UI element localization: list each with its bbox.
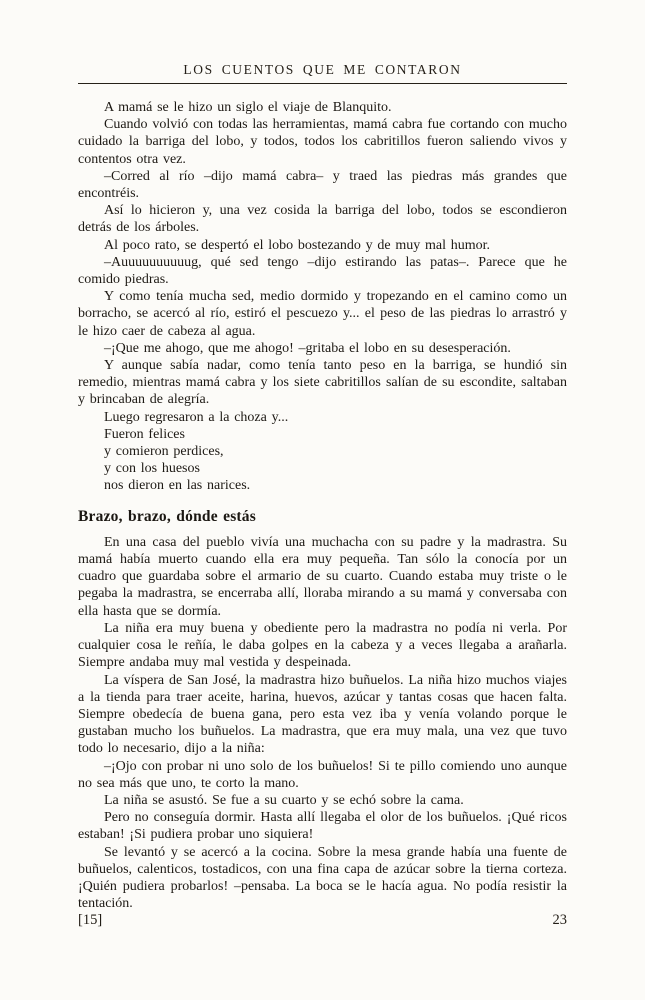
- verse-line: y comieron perdices,: [104, 444, 224, 460]
- story-paragraph: La niña se asustó. Se fue a su cuarto y se echó sobre la cama.: [104, 792, 464, 808]
- page-footer: [78, 912, 567, 929]
- story-title: Brazo, brazo, dónde estás: [78, 507, 256, 525]
- story-paragraph: Pero no conseguía dormir. Hasta allí llegaba el olor de los buñuelos. ¡Qué ricos estaban! ¡Si pudiera probar uno siquiera!: [78, 810, 567, 843]
- story-paragraph: En una casa del pueblo vivía una muchacha con su padre y la madrastra. Su mamá había muerto cuando ella era muy pequeña. Tan sólo la conocía por un cuadro que guardaba sobre el armario de su cuarto. Cuando estaba muy triste o le pegaba la madrastra, se encerraba allí, lloraba mirando a su mamá y conversaba con ella hasta que se dormía.: [78, 534, 567, 619]
- running-header-title: LOS CUENTOS QUE ME CONTARON: [78, 62, 567, 84]
- collection-number: [15]: [78, 912, 103, 928]
- verse-line: nos dieron en las narices.: [104, 478, 251, 494]
- story-paragraph: A mamá se le hizo un siglo el viaje de Blanquito.: [104, 100, 392, 115]
- story-paragraph: Así lo hicieron y, una vez cosida la barriga del lobo, todos se escondieron detrás de los árboles.: [78, 203, 567, 236]
- story-paragraph: –¡Que me ahogo, que me ahogo! –gritaba el lobo en su desesperación.: [104, 340, 511, 356]
- story-paragraph: –¡Ojo con probar ni uno solo de los buñuelos! Si te pillo comiendo uno aunque no sea más que uno, te corto la mano.: [78, 758, 567, 791]
- story-paragraph: Y aunque sabía nadar, como tenía tanto peso en la barriga, se hundió sin remedio, mientras mamá cabra y los siete cabritillos salían de su escondite, saltaban y brincaban de alegría.: [78, 358, 567, 408]
- page-header: [78, 62, 567, 84]
- story-paragraph: Se levantó y se acercó a la cocina. Sobre la mesa grande había una fuente de buñuelos, calenticos, tostadicos, con una fina capa de azúcar sobre la tierna corteza. ¡Quién pudiera probarlos! –pensaba. La boca se le hacía agua. No podía resistir la tentación.: [78, 844, 567, 912]
- story-paragraph: –Auuuuuuuuuug, qué sed tengo –dijo estirando las patas–. Parece que he comido piedras.: [78, 254, 567, 288]
- story-paragraph: Al poco rato, se despertó el lobo bostezando y de muy mal humor.: [104, 237, 491, 253]
- page-number: 23: [552, 912, 567, 928]
- story-paragraph: Y como tenía mucha sed, medio dormido y tropezando en el camino como un borracho, se acercó al río, estiró el pescuezo y... el peso de las piedras lo arrastró y le hizo caer de cabeza al agua.: [78, 289, 567, 339]
- verse-line: Fueron felices: [104, 426, 185, 442]
- story-paragraph: La niña era muy buena y obediente pero la madrastra no podía ni verla. Por cualquier cosa le reñía, le daba golpes en la cabeza y a veces llegaba a arañarla. Siempre andaba muy mal vestida y despeinada.: [78, 620, 567, 671]
- story-paragraph: Luego regresaron a la choza y...: [104, 409, 289, 425]
- story-paragraph: –Corred al río –dijo mamá cabra– y traed las piedras más grandes que encontréis.: [78, 168, 567, 202]
- verse-line: y con los huesos: [104, 461, 200, 477]
- story-paragraph: Cuando volvió con todas las herramientas, mamá cabra fue cortando con mucho cuidado la barriga del lobo, y todos, todos los cabritillos fueron saliendo vivos y contentos otra vez.: [78, 117, 567, 167]
- story-paragraph: La víspera de San José, la madrastra hizo buñuelos. La niña hizo muchos viajes a la tienda para traer aceite, harina, huevos, azúcar y tantas cosas que hacen falta. Siempre obedecía de buena gana, pero esta vez iba y venía volando porque le gustaban mucho los buñuelos. La madrastra, que era muy mala, una vez que tuvo todo lo necesario, dijo a la niña:: [78, 672, 567, 757]
- page-body: [78, 99, 567, 912]
